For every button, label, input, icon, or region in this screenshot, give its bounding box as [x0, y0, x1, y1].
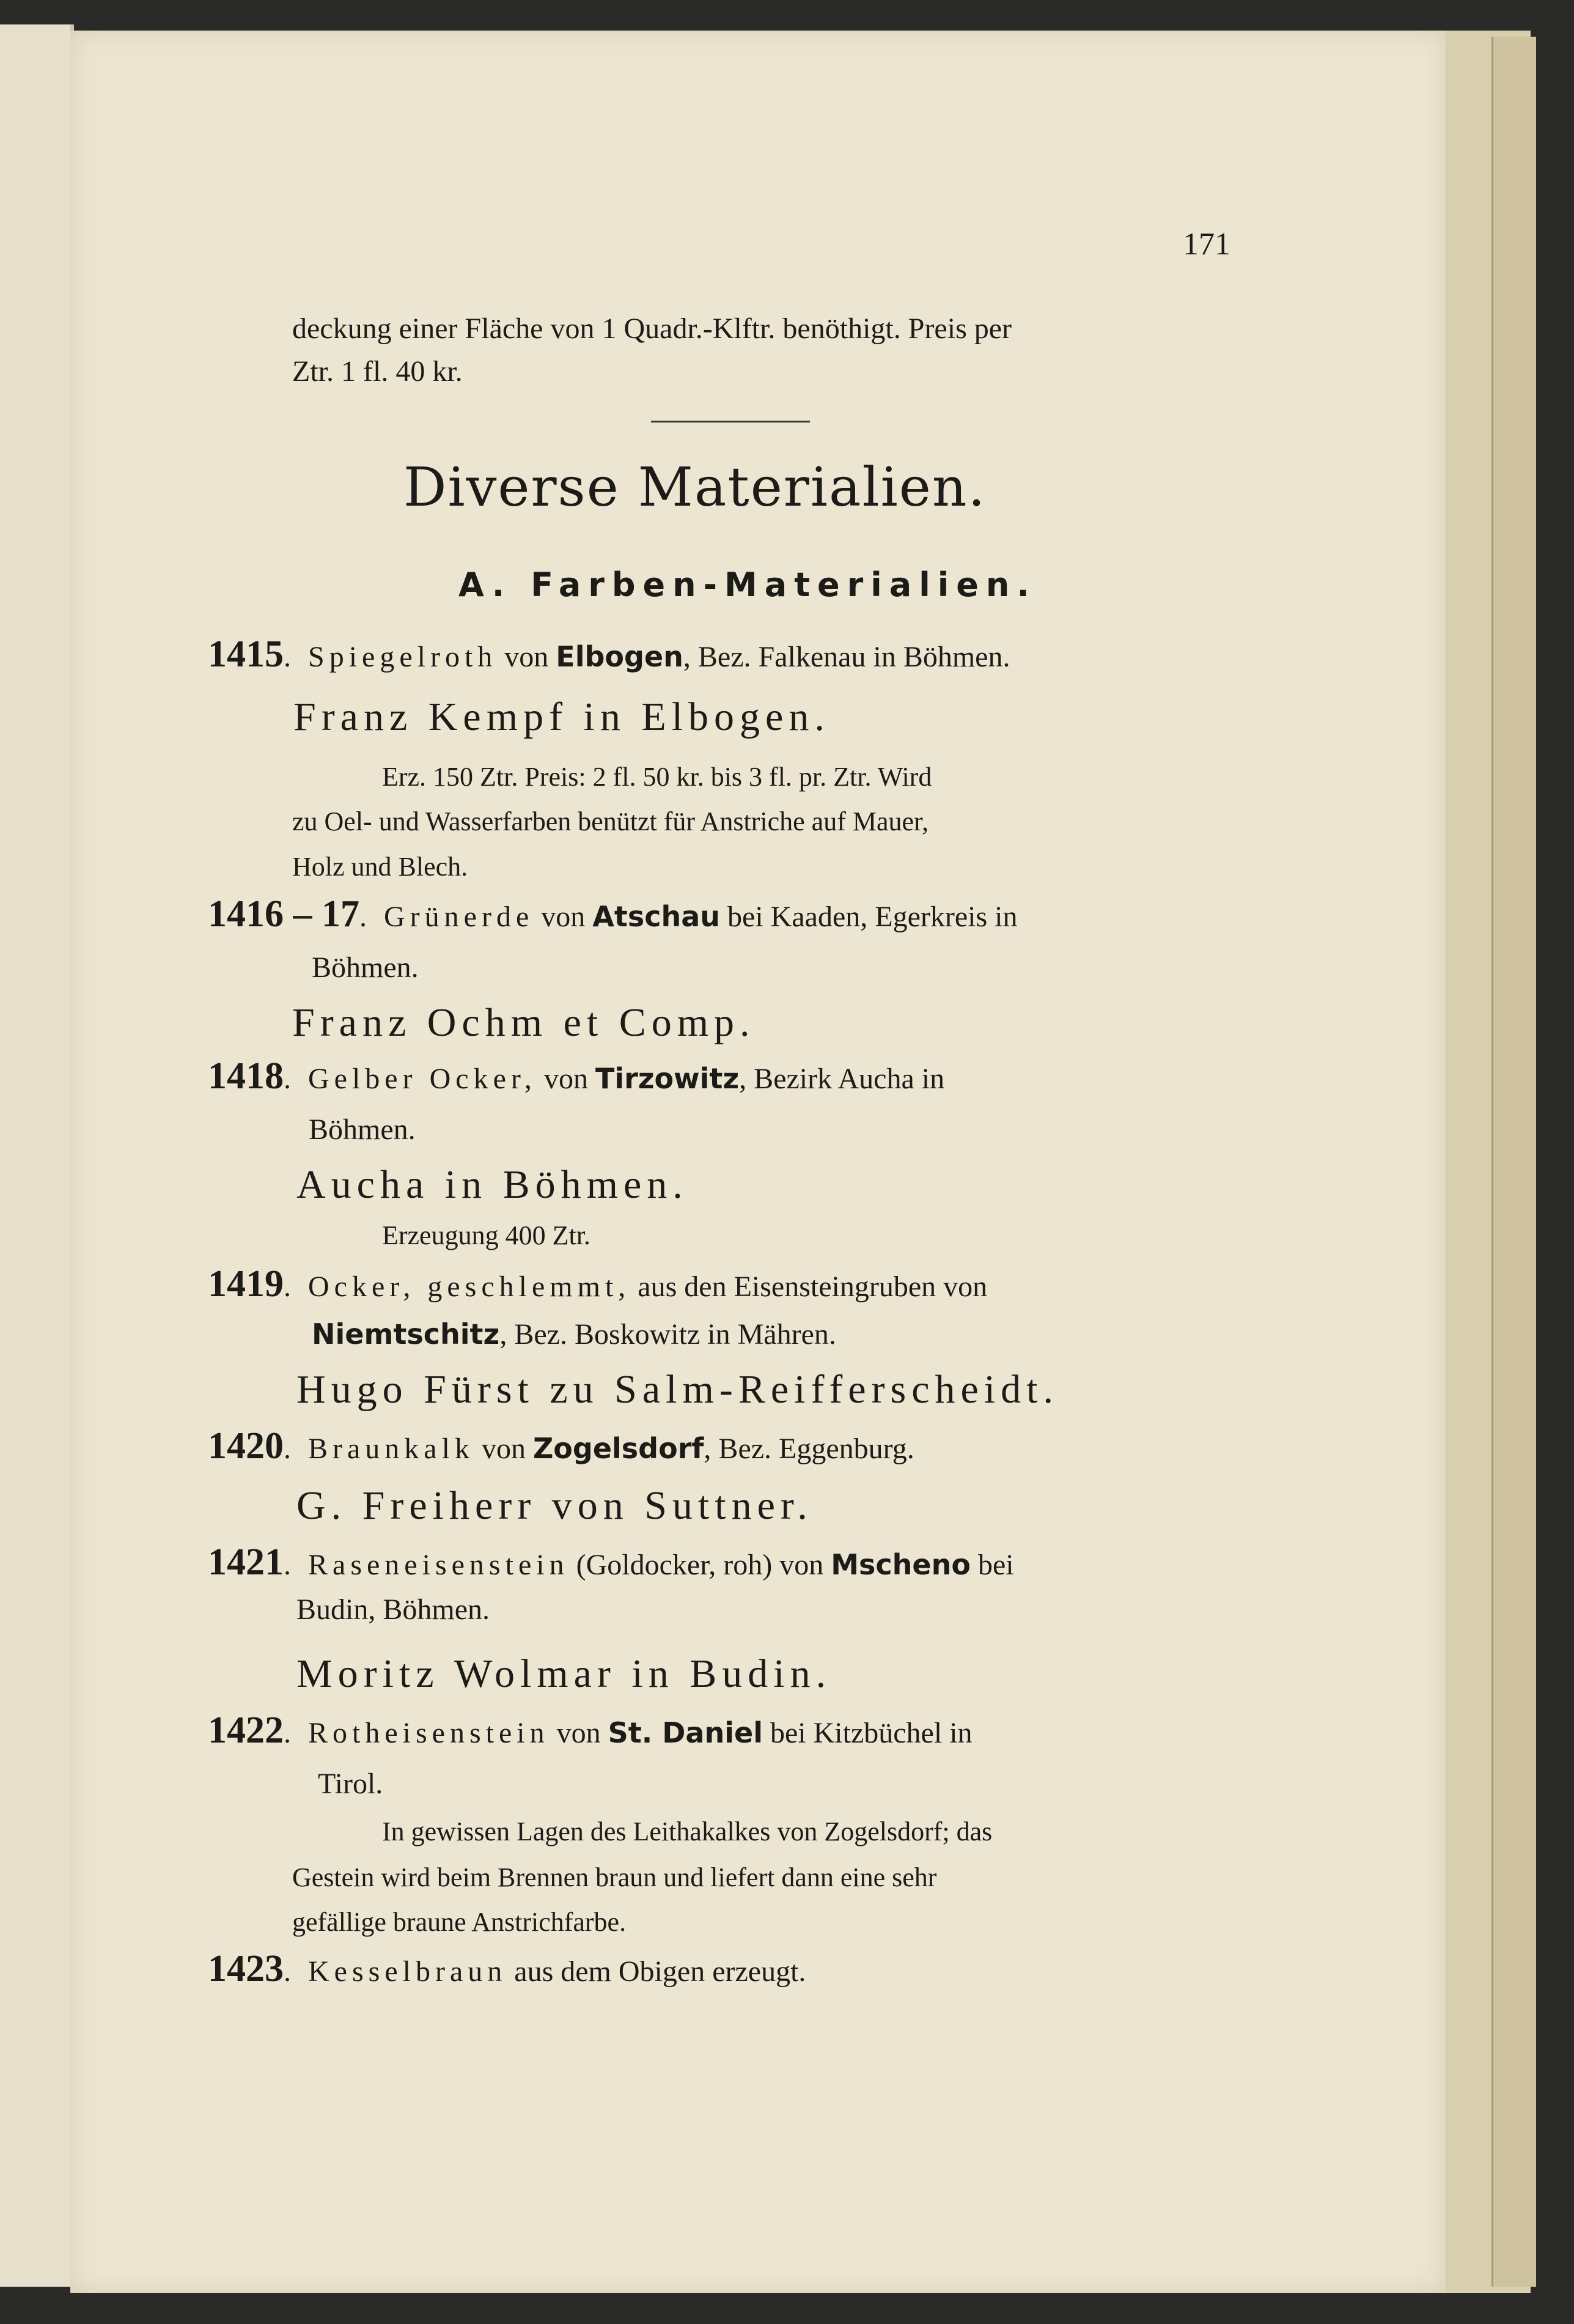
- intro-line-2: Ztr. 1 fl. 40 kr.: [292, 355, 463, 388]
- entry-number: 1421: [208, 1541, 284, 1583]
- entry-material: . Braunkalk: [284, 1433, 474, 1465]
- entry-material: . Spiegelroth: [284, 641, 498, 673]
- entry-1422: [208, 1709, 973, 1752]
- entry-location: aus den Eisensteingruben von: [638, 1271, 988, 1303]
- entry-preposition: von: [543, 1063, 588, 1095]
- entry-maker: Moritz Wolmar in Budin.: [296, 1651, 832, 1696]
- intro-line-1: deckung einer Fläche von 1 Quadr.-Klftr. benöthigt. Preis per: [292, 312, 1012, 345]
- entry-location: , Bez. Falkenau in Böhmen.: [683, 641, 1010, 673]
- entry-description-line: Erz. 150 Ztr. Preis: 2 fl. 50 kr. bis 3 fl. pr. Ztr. Wird: [382, 762, 932, 792]
- entry-number: 1419: [208, 1263, 284, 1305]
- entry-material: . Grünerde: [359, 901, 534, 933]
- entry-continuation: Tirol.: [318, 1768, 383, 1800]
- entry-place: St. Daniel: [608, 1716, 763, 1749]
- entry-maker: Franz Kempf in Elbogen.: [293, 695, 830, 739]
- entry-number: 1415: [208, 633, 284, 675]
- entry-maker: Franz Ochm et Comp.: [292, 1000, 756, 1045]
- entry-place: Mscheno: [831, 1548, 971, 1581]
- entry-description-line: Gestein wird beim Brennen braun und liefert dann eine sehr: [292, 1862, 937, 1892]
- entry-place: Elbogen: [556, 640, 683, 673]
- entry-continuation: [312, 1318, 836, 1351]
- entry-material: . Kesselbraun: [284, 1955, 507, 1988]
- section-subtitle: A. Farben-Materialien.: [458, 566, 1037, 604]
- entry-preposition: von: [504, 641, 549, 673]
- entry-1419: [208, 1263, 987, 1306]
- entry-number: 1423: [208, 1948, 284, 1990]
- entry-material: . Rotheisenstein: [284, 1717, 550, 1749]
- entry-1423: [208, 1947, 806, 1991]
- entry-1416: [208, 893, 1018, 936]
- entry-location: (Goldocker, roh) von: [576, 1549, 824, 1581]
- entry-place: Atschau: [592, 900, 721, 933]
- entry-location: bei Kaaden, Egerkreis in: [727, 901, 1018, 933]
- entry-1418: [208, 1055, 944, 1098]
- entry-material: . Raseneisenstein: [284, 1549, 569, 1581]
- page-stack-edge-inner: [1491, 37, 1536, 2287]
- section-title: Diverse Materialien.: [403, 456, 987, 518]
- entry-location: , Bezirk Aucha in: [739, 1063, 945, 1095]
- entry-location: , Bez. Boskowitz in Mähren.: [499, 1318, 836, 1351]
- entry-preposition: von: [481, 1433, 526, 1465]
- entry-1415: [208, 633, 1010, 676]
- entry-maker: Aucha in Böhmen.: [296, 1162, 688, 1207]
- entry-continuation: Budin, Böhmen.: [296, 1593, 490, 1626]
- entry-continuation: Böhmen.: [309, 1113, 416, 1146]
- entry-description-line: Erzeugung 400 Ztr.: [382, 1220, 590, 1250]
- entry-number: 1422: [208, 1710, 284, 1751]
- entry-material: . Gelber Ocker,: [284, 1063, 537, 1095]
- entry-description-line: In gewissen Lagen des Leithakalkes von Zogelsdorf; das: [382, 1817, 993, 1846]
- entry-description-line: gefällige braune Anstrichfarbe.: [292, 1907, 627, 1937]
- entry-location: aus dem Obigen erzeugt.: [514, 1955, 806, 1988]
- entry-place: Niemtschitz: [312, 1318, 500, 1351]
- entry-maker: G. Freiherr von Suttner.: [296, 1483, 813, 1528]
- previous-page-edge: [0, 24, 74, 2287]
- entry-location: bei: [977, 1549, 1014, 1581]
- entry-preposition: von: [541, 901, 586, 933]
- entry-number: 1420: [208, 1425, 284, 1467]
- page-number: 171: [1183, 227, 1230, 262]
- section-divider: [651, 421, 810, 422]
- entry-description-line: zu Oel- und Wasserfarben benützt für Anstriche auf Mauer,: [292, 806, 929, 836]
- entry-place: Zogelsdorf: [532, 1432, 704, 1465]
- entry-continuation: Böhmen.: [312, 951, 419, 984]
- entry-location: bei Kitzbüchel in: [770, 1717, 973, 1749]
- entry-place: Tirzowitz: [595, 1062, 740, 1095]
- entry-description-line: Holz und Blech.: [292, 852, 468, 882]
- entry-1421: [208, 1541, 1014, 1584]
- entry-location: , Bez. Eggenburg.: [704, 1433, 914, 1465]
- entry-preposition: von: [556, 1717, 601, 1749]
- entry-number: 1418: [208, 1055, 284, 1097]
- entry-number: 1416 – 17: [208, 893, 359, 935]
- entry-1420: [208, 1425, 914, 1468]
- entry-material: . Ocker, geschlemmt,: [284, 1271, 631, 1303]
- entry-maker: Hugo Fürst zu Salm-Reifferscheidt.: [296, 1367, 1059, 1412]
